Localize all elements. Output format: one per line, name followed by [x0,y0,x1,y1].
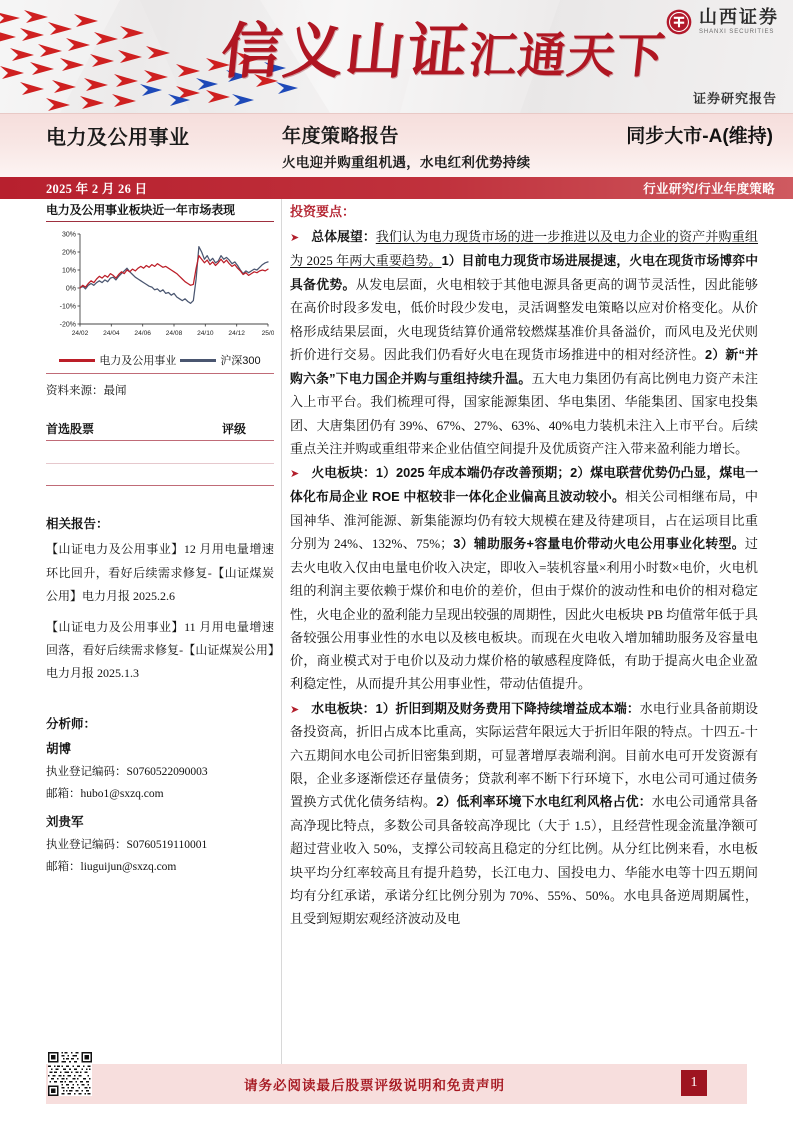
legend-swatch-index [180,359,216,362]
market-performance-chart [46,228,274,350]
report-type-tag: 证券研究报告 [692,91,777,106]
section-lead-label: 水电板块： [311,700,376,716]
highlight-section [290,697,758,931]
highlight-section [290,225,758,460]
column-divider [281,199,282,1077]
svg-text:20%: 20% [61,249,76,257]
analyst-entry [46,739,274,806]
analyst-license [46,762,274,784]
slogan-line-1: 信义山证 [218,19,473,85]
chart-title: 电力及公用事业板块近一年市场表现 [46,203,235,217]
svg-text:24/08: 24/08 [165,330,183,338]
chart-svg [46,228,274,350]
section-underlined-text: 我们认为电力现货市场的进一步推进以及电力企业的资产并购重组为 2025 年两大重要趋势。 [290,229,759,268]
sidebar [46,201,274,879]
section-body: 1）目前电力现货市场进展提速，火电在现货市场博弈中具备优势。从发电层面，火电相较于其他电源具备更高的调节灵活性，因此能够在高价时段多发电，低价时段少发电，灵活调整发电策略以应对价格变化。从价格形成结果层面，火电现货结算价通常较燃煤基准价具备溢价，而风电及光伏则折价进行交易。因此我们仍看好火电在现货市场推进中的相对经济性。2）新“并购六条”下电力国企并购与重组持续升温。五大电力集团仍有高比例电力资产未注入上市平台。我们梳理可得，国家能源集团、华电集团、华能集团、国家电投集团、大唐集团仍有 39%、67%、27%、63%、40%电力装机未注入上市平台。后续重点关注并购或重组带来企业估值空间提升及优质资产注入带来盈利能力增长。 [290,252,759,457]
banner-slogan [217,4,670,90]
main-column [290,201,758,932]
top-picks-header-row [46,420,274,440]
chart-legend [46,352,274,368]
logo-chinese-name: 山西证券 [699,7,779,27]
chart-bottom-rule [46,373,274,374]
top-picks-col-stock: 首选股票 [46,422,95,437]
analyst-email-value[interactable]: hubo1@sxzq.com [80,787,164,800]
related-reports [46,514,274,685]
related-report-item[interactable]: 【山证电力及公用事业】12 月用电量增速环比回升，看好后续需求修复-【山证煤炭公用】电力月报 2025.2.6 [46,542,274,604]
highlight-section [290,461,758,695]
section-lead-label: 总体展望： [311,229,376,244]
page-number: 1 [681,1070,707,1096]
analyst-heading: 分析师： [46,716,97,731]
top-picks-rule-bottom [46,485,274,486]
shanxi-securities-emblem-icon [666,9,692,35]
footer-disclaimer: 请务必阅读最后股票评级说明和免责声明 [244,1078,505,1093]
related-report-item[interactable]: 【山证电力及公用事业】11 月用电量增速回落，看好后续需求修复-【山证煤炭公用】电力月报 2025.1.3 [46,619,274,681]
chart-source-note: 资料来源：最闻 [46,385,127,398]
bullet-arrow-icon: ➤ [290,467,300,481]
svg-text:0%: 0% [65,285,76,293]
page-footer [0,1064,793,1104]
svg-text:10%: 10% [61,267,76,275]
date-bar [0,177,793,199]
industry-name: 电力及公用事业 [46,127,190,149]
publish-date: 2025 年 2 月 26 日 [46,182,148,196]
analyst-entry [46,812,274,879]
analyst-email-label: 邮箱： [46,787,81,800]
top-picks-table [46,420,274,486]
highlight-paragraph [290,225,758,460]
svg-text:30%: 30% [61,231,76,239]
footer-band [46,1064,747,1104]
svg-text:24/10: 24/10 [197,330,214,338]
analyst-name: 刘贵军 [46,815,84,830]
svg-text:24/02: 24/02 [71,330,89,338]
legend-label-index: 沪深300 [220,355,261,368]
analyst-email-value[interactable]: liuguijun@sxzq.com [80,861,177,874]
legend-swatch-sector [59,359,95,362]
svg-text:-20%: -20% [59,321,76,329]
investment-highlights-heading: 投资要点： [290,204,356,219]
research-category: 行业研究/行业年度策略 [643,182,775,196]
report-subtitle: 火电迎并购重组机遇，水电红利优势持续 [282,155,531,170]
qr-code-icon[interactable] [48,1052,92,1096]
title-block [0,113,793,177]
svg-text:25/0: 25/0 [261,330,274,338]
company-logo [666,8,779,35]
analyst-name: 胡博 [46,741,72,756]
rating-badge: 同步大市-A(维持) [626,126,773,147]
analyst-license-value: S0760519110001 [126,839,208,852]
svg-text:24/12: 24/12 [228,330,245,338]
analyst-license-label: 执业登记编码： [46,839,127,852]
top-picks-col-rating: 评级 [221,422,246,437]
highlight-paragraph [290,461,758,695]
section-lead-label: 火电板块： [311,465,376,481]
legend-label-sector: 电力及公用事业 [99,355,177,368]
analyst-email [46,784,274,806]
svg-text:-10%: -10% [59,303,76,311]
related-reports-heading: 相关报告： [46,517,109,532]
top-picks-body [46,441,274,485]
logo-english-name: SHANXI SECURITIES [699,29,775,35]
content-area [0,199,793,1079]
analyst-email-label: 邮箱： [46,861,81,874]
section-body: 1）折旧到期及财务费用下降持续增益成本端：水电行业具备前期设备投资高，折旧占成本比重高，实际运营年限远大于折旧年限的特点。十四五-十六五期间水电公司折旧密集到期，可显著增厚表端利润。目前水电可开发资源有限，企业多逐渐偿还存量债务；贷款利率不断下行环境下，水电公司可通过债务置换方式优化债务结构。2）低利率环境下水电红利风格占优：水电公司通常具备高净现比特点，多数公司具备较高净现比（大于 1.5），且经营性现金流量净额可超过营业收入 50%，支撑公司较高且稳定的分红比例。从分红比例来看，水电板块平均分红率较高且有提升趋势，长江电力、国投电力、华能水电等十四五期间均有分红承诺，承诺分红比例分别为 70%、55%、50%。水电具备逆周期属性，且受到短期宏观经济波动及电 [290,700,759,927]
analyst-license-value: S0760522090003 [126,765,208,778]
chart-title-rule [46,221,274,222]
bullet-arrow-icon: ➤ [290,702,300,716]
brand-banner [0,0,793,113]
highlight-paragraph [290,697,758,931]
analyst-license-label: 执业登记编码： [46,765,127,778]
report-kind: 年度策略报告 [282,126,400,147]
slogan-line-2: 汇通天下 [466,30,668,83]
top-picks-rule-mid [46,463,274,464]
svg-text:24/04: 24/04 [103,330,120,338]
bullet-arrow-icon: ➤ [290,231,300,244]
analyst-email [46,857,274,879]
analyst-license [46,835,274,857]
analyst-section [46,714,274,879]
svg-text:24/06: 24/06 [134,330,151,338]
section-body: 1）2025 年成本端仍存改善预期；2）煤电联营优势仍凸显，煤电一体化布局企业 ROE 中枢较非一体化企业偏高且波动较小。相关公司相继布局，中国神华、淮河能源、新集能源均仍有较大规模在建及待建项目，占在运项目比重分别为 24%、132%、75%；3）辅助服务+容量电价带动火电公用事业化转型。过去火电收入仅由电量电价收入决定，即收入=装机容量×利用小时数×电价，火电机组的利润主要依赖于煤价和电价的差价，但由于煤价的波动性和电价的相对稳定性，火电企业的盈利能力呈现出较强的周期性，因此火电板块 PB 均值常年低于具备较强公用事业性的水电以及核电板块。而现在火电收入增加辅助服务及容量电价，商业模式对于电价以及动力煤价格的敏感程度降低，有助于提高火电企业盈利稳定性，从而提升其公用事业性，带动估值提升。 [290,465,759,692]
